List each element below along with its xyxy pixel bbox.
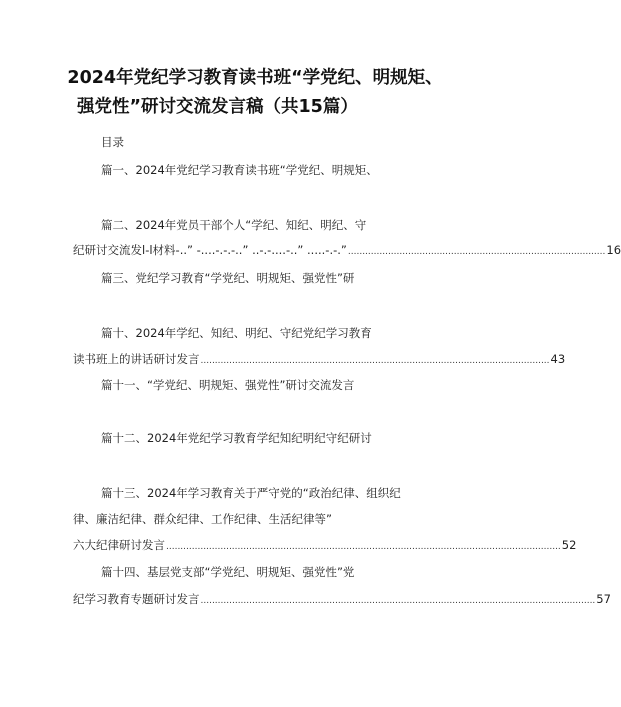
toc-entry-3[interactable]: 篇三、党纪学习教育“学党纪、明规矩、强党性”研 <box>101 271 355 285</box>
toc-entry-10-page: 43 <box>550 352 566 366</box>
toc-entry-11[interactable]: 篇十一、“学党纪、明规矩、强党性”研讨交流发言 <box>101 378 355 392</box>
document-title <box>55 64 455 122</box>
toc-entry-1[interactable]: 篇一、2024年党纪学习教育读书班“学党纪、明规矩、 <box>101 163 378 177</box>
title-line-1: 2024年党纪学习教育读书班“学党纪、明规矩、 <box>67 68 443 88</box>
dot-leader: .......................................................................................................................... <box>200 356 550 366</box>
toc-entry-13-line-3: 六大纪律研讨发言 <box>73 538 165 552</box>
toc-entry-2-page: 16 <box>606 243 621 257</box>
toc-entry-2-line-2: 纪研讨交流发l-l材料-..” -....-.-.-..” ..-.-....-..” .....-.-.” <box>73 243 347 257</box>
toc-entry-13-line-1[interactable]: 篇十三、2024年学习教育关于严守党的“政治纪律、组织纪 <box>101 486 401 500</box>
toc-entry-10-line-1[interactable]: 篇十、2024年学纪、知纪、明纪、守纪党纪学习教育 <box>101 326 372 340</box>
dot-leader: .......................................................................................................................................... <box>166 542 561 552</box>
toc-entry-14-line-2: 纪学习教育专题研讨发言 <box>73 592 200 606</box>
toc-entry-14-leader[interactable] <box>73 591 611 609</box>
toc-entry-13-line-2[interactable]: 律、廉洁纪律、群众纪律、工作纪律、生活纪律等” <box>73 512 332 526</box>
title-line-2: 强党性”研讨交流发言稿（共15篇） <box>77 97 358 117</box>
toc-entry-2-leader[interactable] <box>73 242 621 260</box>
toc-heading: 目录 <box>101 135 124 149</box>
toc-entry-2-line-1[interactable]: 篇二、2024年党员干部个人“学纪、知纪、明纪、守 <box>101 218 367 232</box>
toc-entry-10-leader[interactable] <box>73 351 566 369</box>
dot-leader: .......................................................................................... <box>347 247 606 257</box>
toc-entry-12[interactable]: 篇十二、2024年党纪学习教育学纪知纪明纪守纪研讨 <box>101 431 372 445</box>
toc-entry-14-page: 57 <box>596 592 611 606</box>
toc-entry-13-page: 52 <box>561 538 577 552</box>
toc-entry-10-line-2: 读书班上的讲话研讨发言 <box>73 352 200 366</box>
toc-entry-14-line-1[interactable]: 篇十四、基层党支部“学党纪、明规矩、强党性”党 <box>101 565 355 579</box>
dot-leader: .......................................................................................................................................... <box>200 596 596 606</box>
toc-entry-13-leader[interactable] <box>73 537 577 555</box>
